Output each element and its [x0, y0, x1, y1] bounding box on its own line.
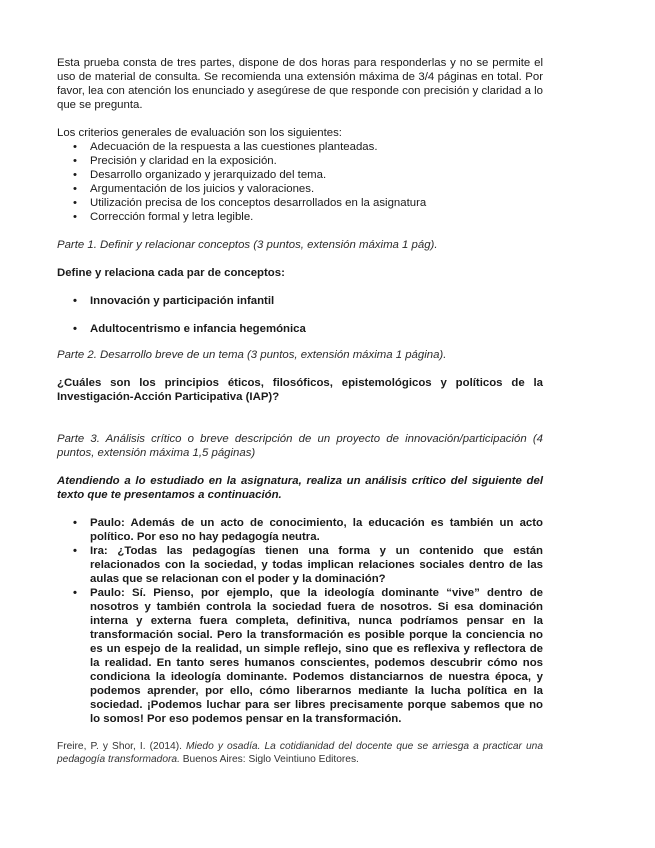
criteria-item: • Precisión y claridad en la exposición.: [57, 154, 543, 168]
criteria-item: • Adecuación de la respuesta a las cuestiones planteadas.: [57, 140, 543, 154]
part2-title: Parte 2. Desarrollo breve de un tema (3 puntos, extensión máxima 1 página).: [57, 349, 447, 361]
intro-paragraph: Esta prueba consta de tres partes, dispone de dos horas para responderlas y no se permite el uso de material de consulta. Se recomienda una extensión máxima de 3/4 páginas en total. Por favor, lea con atención los enunciado y asegúrese de que responde con precisión y claridad a lo que se pregunta.: [57, 57, 543, 111]
concept-item: • Innovación y participación infantil: [57, 294, 543, 308]
dialogue-list: [57, 516, 543, 726]
criteria-title: Los criterios generales de evaluación son los siguientes:: [57, 127, 342, 139]
exam-page: [57, 56, 543, 766]
reference-publisher: Buenos Aires: Siglo Veintiuno Editores.: [182, 754, 359, 765]
part1-instruction: Define y relaciona cada par de conceptos:: [57, 267, 285, 279]
dialogue-item: • Ira: ¿Todas las pedagogías tienen una forma y un contenido que están relacionados con la sociedad, y todas implican relaciones sociales dentro de las aulas que se relacionan con el poder y la dominación?: [57, 544, 543, 586]
criteria-item: • Desarrollo organizado y jerarquizado del tema.: [57, 168, 543, 182]
bibliographic-reference: [57, 740, 543, 766]
part1-title: Parte 1. Definir y relacionar conceptos (3 puntos, extensión máxima 1 pág).: [57, 239, 438, 251]
dialogue-item: • Paulo: Además de un acto de conocimiento, la educación es también un acto político. Por eso no hay pedagogía neutra.: [57, 516, 543, 544]
reference-authors: Freire, P. y Shor, I. (2014).: [57, 741, 182, 752]
criteria-item: • Argumentación de los juicios y valoraciones.: [57, 182, 543, 196]
criteria-item: • Utilización precisa de los conceptos desarrollados en la asignatura: [57, 196, 543, 210]
part3-title: Parte 3. Análisis crítico o breve descripción de un proyecto de innovación/participación (4 puntos, extensión máxima 1,5 páginas): [57, 433, 543, 459]
criteria-item: • Corrección formal y letra legible.: [57, 210, 543, 224]
reference-title: Miedo y osadía. La cotidianidad del docente que se arriesga a practicar una pedagogía transformadora.: [57, 741, 543, 765]
concepts-list: [57, 294, 543, 336]
part2-question: ¿Cuáles son los principios éticos, filosóficos, epistemológicos y políticos de la Investigación-Acción Participativa (IAP)?: [57, 377, 543, 403]
concept-item: • Adultocentrismo e infancia hegemónica: [57, 322, 543, 336]
criteria-list: [57, 140, 543, 224]
part3-instruction: Atendiendo a lo estudiado en la asignatura, realiza un análisis crítico del siguiente del texto que te presentamos a continuación.: [57, 475, 543, 501]
dialogue-item: • Paulo: Sí. Pienso, por ejemplo, que la ideología dominante “vive” dentro de nosotros y también controla la sociedad fuera de nosotros. Si esa dominación interna y externa fuera completa, definitiva, nunca podríamos pensar en la transformación social. Pero la transformación es posible porque la conciencia no es un espejo de la realidad, un simple reflejo, sino que es reflexiva y reflectora de la realidad. En tanto seres humanos conscientes, podemos descubrir cómo nos condiciona la ideología dominante. Podemos distanciarnos de nuestra época, y podemos aprender, por ello, cómo liberarnos mediante la lucha política en la sociedad. ¡Podemos luchar para ser libres precisamente porque sabemos que no lo somos! Por eso podemos pensar en la transformación.: [57, 586, 543, 726]
